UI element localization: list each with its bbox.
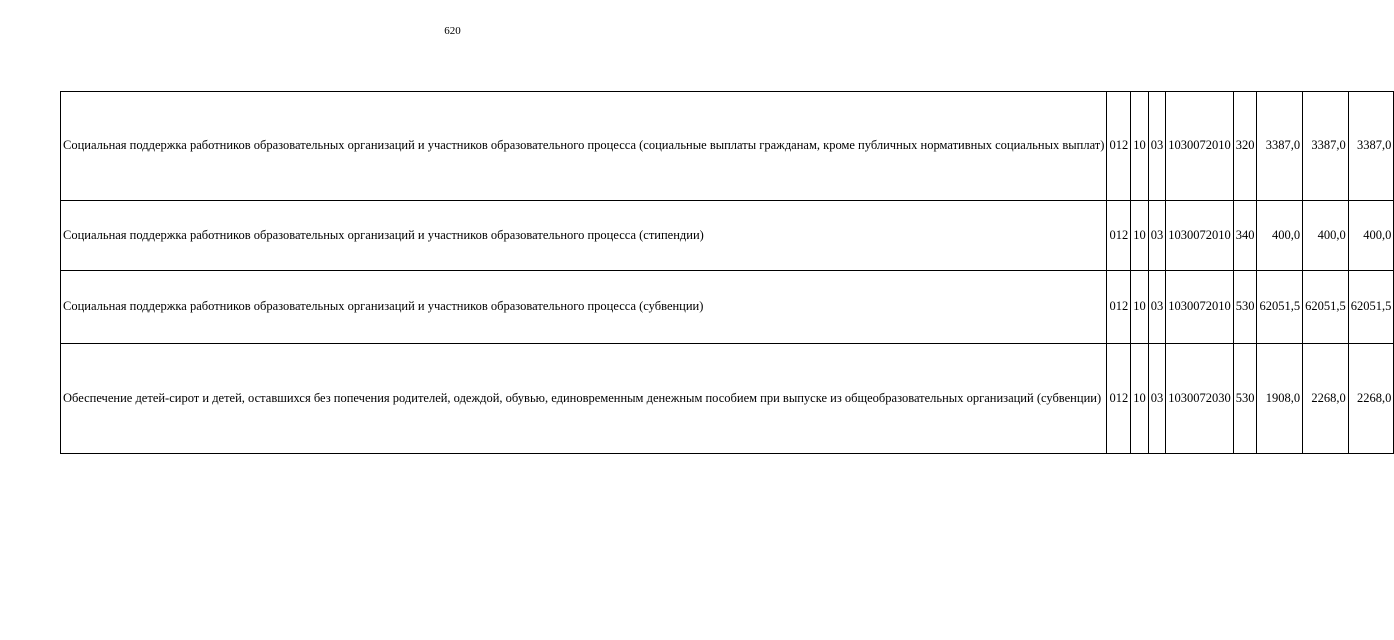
subsection-cell: 03 [1148, 344, 1166, 454]
target-article-cell: 1030072010 [1166, 271, 1234, 344]
section-cell: 10 [1131, 344, 1149, 454]
table-row [61, 271, 1394, 344]
subsection-cell: 03 [1148, 92, 1166, 201]
expense-name-cell: Социальная поддержка работников образовательных организаций и участников образовательного процесса (субвенции) [61, 271, 1107, 344]
expense-type-cell: 530 [1233, 344, 1257, 454]
amount-3-cell: 400,0 [1348, 201, 1394, 271]
target-article-cell: 1030072010 [1166, 201, 1234, 271]
target-article-cell: 1030072010 [1166, 92, 1234, 201]
amount-1-cell: 62051,5 [1257, 271, 1303, 344]
table-row [61, 92, 1394, 201]
expense-name-cell: Социальная поддержка работников образовательных организаций и участников образовательного процесса (стипендии) [61, 201, 1107, 271]
target-article-cell: 1030072030 [1166, 344, 1234, 454]
ministry-code-cell: 012 [1107, 344, 1131, 454]
budget-table [60, 91, 1394, 454]
amount-2-cell: 3387,0 [1303, 92, 1349, 201]
table-row [61, 201, 1394, 271]
expense-name-cell: Обеспечение детей-сирот и детей, оставшихся без попечения родителей, одеждой, обувью, единовременным денежным пособием при выпуске из общеобразовательных организаций (субвенции) [61, 344, 1107, 454]
amount-2-cell: 400,0 [1303, 201, 1349, 271]
amount-1-cell: 1908,0 [1257, 344, 1303, 454]
table-row [61, 344, 1394, 454]
expense-name-cell: Социальная поддержка работников образовательных организаций и участников образовательного процесса (социальные выплаты гражданам, кроме публичных нормативных социальных выплат) [61, 92, 1107, 201]
amount-1-cell: 400,0 [1257, 201, 1303, 271]
amount-3-cell: 3387,0 [1348, 92, 1394, 201]
amount-3-cell: 2268,0 [1348, 344, 1394, 454]
expense-type-cell: 530 [1233, 271, 1257, 344]
amount-1-cell: 3387,0 [1257, 92, 1303, 201]
subsection-cell: 03 [1148, 271, 1166, 344]
expense-type-cell: 340 [1233, 201, 1257, 271]
subsection-cell: 03 [1148, 201, 1166, 271]
ministry-code-cell: 012 [1107, 201, 1131, 271]
amount-2-cell: 2268,0 [1303, 344, 1349, 454]
expense-type-cell: 320 [1233, 92, 1257, 201]
page-number: 620 [444, 25, 461, 37]
section-cell: 10 [1131, 271, 1149, 344]
amount-3-cell: 62051,5 [1348, 271, 1394, 344]
section-cell: 10 [1131, 92, 1149, 201]
section-cell: 10 [1131, 201, 1149, 271]
ministry-code-cell: 012 [1107, 92, 1131, 201]
amount-2-cell: 62051,5 [1303, 271, 1349, 344]
ministry-code-cell: 012 [1107, 271, 1131, 344]
